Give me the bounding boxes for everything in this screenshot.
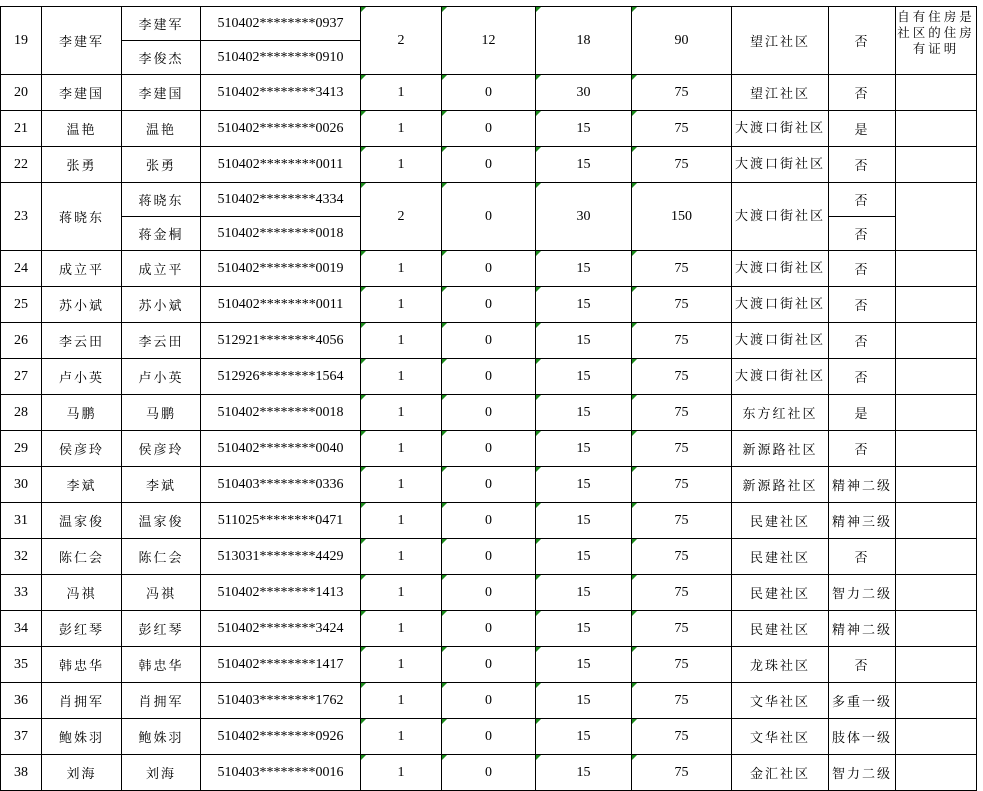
people-count-cell[interactable]: 1 <box>361 467 442 503</box>
note-cell[interactable] <box>896 431 977 467</box>
member-name-cell[interactable]: 侯彦玲 <box>122 431 201 467</box>
value-cell-2[interactable]: 15 <box>536 611 632 647</box>
value-cell-2[interactable]: 15 <box>536 647 632 683</box>
id-number-cell[interactable]: 510402********0018 <box>201 217 361 251</box>
community-cell[interactable]: 文华社区 <box>732 683 829 719</box>
member-name-cell[interactable]: 陈仁会 <box>122 539 201 575</box>
note-cell[interactable] <box>896 287 977 323</box>
disability-cell[interactable]: 精神二级 <box>829 467 896 503</box>
row-number-cell[interactable]: 25 <box>1 287 42 323</box>
member-name-cell[interactable]: 李俊杰 <box>122 41 201 75</box>
community-cell[interactable]: 大渡口街社区 <box>732 287 829 323</box>
applicant-name-cell[interactable]: 李建国 <box>42 75 122 111</box>
table-row <box>1 251 977 287</box>
id-number-cell[interactable]: 510402********1413 <box>201 575 361 611</box>
applicant-name-cell[interactable]: 成立平 <box>42 251 122 287</box>
value-cell-2[interactable]: 15 <box>536 683 632 719</box>
value-cell-3[interactable]: 75 <box>632 395 732 431</box>
row-number-cell[interactable]: 34 <box>1 611 42 647</box>
community-cell[interactable]: 大渡口街社区 <box>732 359 829 395</box>
member-name-cell[interactable]: 张勇 <box>122 147 201 183</box>
id-number-cell[interactable]: 510402********0011 <box>201 287 361 323</box>
table-row <box>1 111 977 147</box>
note-cell[interactable] <box>896 647 977 683</box>
community-cell[interactable]: 东方红社区 <box>732 395 829 431</box>
table-row <box>1 575 977 611</box>
community-cell[interactable]: 文华社区 <box>732 719 829 755</box>
note-cell[interactable] <box>896 611 977 647</box>
disability-cell[interactable]: 否 <box>829 251 896 287</box>
disability-cell[interactable]: 否 <box>829 7 896 75</box>
row-number-cell[interactable]: 33 <box>1 575 42 611</box>
value-cell-3[interactable]: 75 <box>632 287 732 323</box>
people-count-cell[interactable]: 1 <box>361 323 442 359</box>
applicant-name-cell[interactable]: 陈仁会 <box>42 539 122 575</box>
value-cell-1[interactable]: 0 <box>442 539 536 575</box>
row-number-cell[interactable]: 23 <box>1 183 42 251</box>
note-cell[interactable] <box>896 323 977 359</box>
table-row <box>1 467 977 503</box>
people-count-cell[interactable]: 1 <box>361 683 442 719</box>
id-number-cell[interactable]: 512921********4056 <box>201 323 361 359</box>
value-cell-3[interactable]: 75 <box>632 75 732 111</box>
value-cell-2[interactable]: 15 <box>536 111 632 147</box>
sheet-body <box>1 7 977 791</box>
value-cell-1[interactable]: 0 <box>442 147 536 183</box>
value-cell-3[interactable]: 75 <box>632 611 732 647</box>
applicant-name-cell[interactable]: 卢小英 <box>42 359 122 395</box>
id-number-cell[interactable]: 510402********0937 <box>201 7 361 41</box>
value-cell-2[interactable]: 15 <box>536 539 632 575</box>
note-cell[interactable] <box>896 359 977 395</box>
value-cell-2[interactable]: 15 <box>536 251 632 287</box>
disability-cell[interactable]: 精神三级 <box>829 503 896 539</box>
row-number-cell[interactable]: 21 <box>1 111 42 147</box>
people-count-cell[interactable]: 1 <box>361 395 442 431</box>
row-number-cell[interactable]: 31 <box>1 503 42 539</box>
applicant-name-cell[interactable]: 李云田 <box>42 323 122 359</box>
table-row <box>1 611 977 647</box>
value-cell-1[interactable]: 0 <box>442 323 536 359</box>
value-cell-3[interactable]: 75 <box>632 539 732 575</box>
note-cell[interactable] <box>896 111 977 147</box>
value-cell-1[interactable]: 0 <box>442 647 536 683</box>
people-count-cell[interactable]: 1 <box>361 359 442 395</box>
member-name-cell[interactable]: 温艳 <box>122 111 201 147</box>
id-number-cell[interactable]: 511025********0471 <box>201 503 361 539</box>
disability-cell[interactable]: 多重一级 <box>829 683 896 719</box>
id-number-cell[interactable]: 510402********0026 <box>201 111 361 147</box>
id-number-cell[interactable]: 513031********4429 <box>201 539 361 575</box>
applicant-name-cell[interactable]: 彭红琴 <box>42 611 122 647</box>
value-cell-2[interactable]: 15 <box>536 323 632 359</box>
value-cell-2[interactable]: 15 <box>536 431 632 467</box>
community-cell[interactable]: 民建社区 <box>732 611 829 647</box>
value-cell-1[interactable]: 0 <box>442 183 536 251</box>
row-number-cell[interactable]: 24 <box>1 251 42 287</box>
community-cell[interactable]: 大渡口街社区 <box>732 183 829 251</box>
member-name-cell[interactable]: 卢小英 <box>122 359 201 395</box>
value-cell-1[interactable]: 0 <box>442 75 536 111</box>
value-cell-2[interactable]: 15 <box>536 359 632 395</box>
community-cell[interactable]: 新源路社区 <box>732 431 829 467</box>
applicant-name-cell[interactable]: 蒋晓东 <box>42 183 122 251</box>
value-cell-3[interactable]: 75 <box>632 147 732 183</box>
row-number-cell[interactable]: 22 <box>1 147 42 183</box>
people-count-cell[interactable]: 2 <box>361 7 442 75</box>
id-number-cell[interactable]: 510403********1762 <box>201 683 361 719</box>
table-row <box>1 539 977 575</box>
value-cell-1[interactable]: 0 <box>442 359 536 395</box>
id-number-cell[interactable]: 510402********0011 <box>201 147 361 183</box>
member-name-cell[interactable]: 马鹏 <box>122 395 201 431</box>
value-cell-3[interactable]: 75 <box>632 755 732 791</box>
note-cell[interactable] <box>896 683 977 719</box>
applicant-name-cell[interactable]: 张勇 <box>42 147 122 183</box>
disability-cell[interactable]: 否 <box>829 323 896 359</box>
row-number-cell[interactable]: 27 <box>1 359 42 395</box>
note-cell[interactable] <box>896 147 977 183</box>
community-cell[interactable]: 民建社区 <box>732 539 829 575</box>
applicant-name-cell[interactable]: 鲍姝羽 <box>42 719 122 755</box>
note-cell[interactable] <box>896 719 977 755</box>
row-number-cell[interactable]: 29 <box>1 431 42 467</box>
table-row <box>1 683 977 719</box>
value-cell-1[interactable]: 0 <box>442 503 536 539</box>
value-cell-1[interactable]: 0 <box>442 111 536 147</box>
value-cell-1[interactable]: 0 <box>442 431 536 467</box>
id-number-cell[interactable]: 512926********1564 <box>201 359 361 395</box>
people-count-cell[interactable]: 1 <box>361 75 442 111</box>
id-number-cell[interactable]: 510402********0926 <box>201 719 361 755</box>
id-number-cell[interactable]: 510402********1417 <box>201 647 361 683</box>
value-cell-2[interactable]: 18 <box>536 7 632 75</box>
id-number-cell[interactable]: 510402********0019 <box>201 251 361 287</box>
note-cell[interactable] <box>896 395 977 431</box>
people-count-cell[interactable]: 1 <box>361 147 442 183</box>
note-cell[interactable] <box>896 755 977 791</box>
row-number-cell[interactable]: 36 <box>1 683 42 719</box>
row-number-cell[interactable]: 30 <box>1 467 42 503</box>
value-cell-2[interactable]: 15 <box>536 147 632 183</box>
value-cell-3[interactable]: 75 <box>632 323 732 359</box>
note-cell[interactable] <box>896 75 977 111</box>
disability-cell[interactable]: 精神二级 <box>829 611 896 647</box>
value-cell-1[interactable]: 0 <box>442 611 536 647</box>
row-number-cell[interactable]: 20 <box>1 75 42 111</box>
row-number-cell[interactable]: 38 <box>1 755 42 791</box>
value-cell-3[interactable]: 75 <box>632 647 732 683</box>
id-number-cell[interactable]: 510402********3413 <box>201 75 361 111</box>
disability-cell[interactable]: 智力二级 <box>829 575 896 611</box>
table-row <box>1 755 977 791</box>
value-cell-1[interactable]: 0 <box>442 287 536 323</box>
id-number-cell[interactable]: 510402********4334 <box>201 183 361 217</box>
disability-cell[interactable]: 智力二级 <box>829 755 896 791</box>
member-name-cell[interactable]: 冯祺 <box>122 575 201 611</box>
id-number-cell[interactable]: 510403********0336 <box>201 467 361 503</box>
applicant-name-cell[interactable]: 肖拥军 <box>42 683 122 719</box>
people-count-cell[interactable]: 1 <box>361 611 442 647</box>
value-cell-2[interactable]: 15 <box>536 503 632 539</box>
applicant-name-cell[interactable]: 韩忠华 <box>42 647 122 683</box>
member-name-cell[interactable]: 鲍姝羽 <box>122 719 201 755</box>
value-cell-2[interactable]: 15 <box>536 287 632 323</box>
applicant-name-cell[interactable]: 刘海 <box>42 755 122 791</box>
housing-subsidy-sheet <box>0 6 977 791</box>
table-row <box>1 359 977 395</box>
disability-cell[interactable]: 是 <box>829 395 896 431</box>
applicant-name-cell[interactable]: 温家俊 <box>42 503 122 539</box>
table-row <box>1 431 977 467</box>
table-row <box>1 7 977 41</box>
disability-cell[interactable]: 否 <box>829 287 896 323</box>
value-cell-3[interactable]: 75 <box>632 503 732 539</box>
table-row <box>1 183 977 217</box>
disability-cell[interactable]: 否 <box>829 75 896 111</box>
disability-cell[interactable]: 否 <box>829 539 896 575</box>
row-number-cell[interactable]: 35 <box>1 647 42 683</box>
value-cell-2[interactable]: 15 <box>536 575 632 611</box>
row-number-cell[interactable]: 32 <box>1 539 42 575</box>
people-count-cell[interactable]: 1 <box>361 539 442 575</box>
value-cell-3[interactable]: 75 <box>632 683 732 719</box>
member-name-cell[interactable]: 成立平 <box>122 251 201 287</box>
people-count-cell[interactable]: 1 <box>361 503 442 539</box>
people-count-cell[interactable]: 1 <box>361 431 442 467</box>
value-cell-2[interactable]: 30 <box>536 183 632 251</box>
community-cell[interactable]: 民建社区 <box>732 503 829 539</box>
applicant-name-cell[interactable]: 李建军 <box>42 7 122 75</box>
id-number-cell[interactable]: 510403********0016 <box>201 755 361 791</box>
member-name-cell[interactable]: 韩忠华 <box>122 647 201 683</box>
value-cell-3[interactable]: 75 <box>632 431 732 467</box>
note-cell[interactable] <box>896 503 977 539</box>
value-cell-1[interactable]: 0 <box>442 719 536 755</box>
community-cell[interactable]: 大渡口街社区 <box>732 111 829 147</box>
value-cell-2[interactable]: 15 <box>536 395 632 431</box>
applicant-name-cell[interactable]: 侯彦玲 <box>42 431 122 467</box>
table-row <box>1 503 977 539</box>
note-cell[interactable] <box>896 539 977 575</box>
id-number-cell[interactable]: 510402********0018 <box>201 395 361 431</box>
note-cell[interactable]: 自有住房是社区的住房有证明 <box>896 7 977 75</box>
value-cell-3[interactable]: 75 <box>632 251 732 287</box>
community-cell[interactable]: 望江社区 <box>732 7 829 75</box>
community-cell[interactable]: 龙珠社区 <box>732 647 829 683</box>
disability-cell[interactable]: 否 <box>829 147 896 183</box>
community-cell[interactable]: 大渡口街社区 <box>732 147 829 183</box>
value-cell-1[interactable]: 0 <box>442 467 536 503</box>
value-cell-2[interactable]: 30 <box>536 75 632 111</box>
community-cell[interactable]: 望江社区 <box>732 75 829 111</box>
disability-cell[interactable]: 否 <box>829 431 896 467</box>
value-cell-3[interactable]: 90 <box>632 7 732 75</box>
value-cell-1[interactable]: 12 <box>442 7 536 75</box>
member-name-cell[interactable]: 李云田 <box>122 323 201 359</box>
row-number-cell[interactable]: 37 <box>1 719 42 755</box>
applicant-name-cell[interactable]: 冯祺 <box>42 575 122 611</box>
value-cell-3[interactable]: 150 <box>632 183 732 251</box>
table-row <box>1 719 977 755</box>
table-row <box>1 75 977 111</box>
table-row <box>1 323 977 359</box>
member-name-cell[interactable]: 苏小斌 <box>122 287 201 323</box>
people-count-cell[interactable]: 1 <box>361 755 442 791</box>
community-cell[interactable]: 新源路社区 <box>732 467 829 503</box>
value-cell-1[interactable]: 0 <box>442 683 536 719</box>
community-cell[interactable]: 大渡口街社区 <box>732 251 829 287</box>
disability-cell[interactable]: 是 <box>829 111 896 147</box>
value-cell-3[interactable]: 75 <box>632 111 732 147</box>
member-name-cell[interactable]: 温家俊 <box>122 503 201 539</box>
disability-cell[interactable]: 否 <box>829 359 896 395</box>
value-cell-1[interactable]: 0 <box>442 575 536 611</box>
value-cell-2[interactable]: 15 <box>536 755 632 791</box>
value-cell-3[interactable]: 75 <box>632 467 732 503</box>
value-cell-2[interactable]: 15 <box>536 467 632 503</box>
value-cell-1[interactable]: 0 <box>442 395 536 431</box>
value-cell-1[interactable]: 0 <box>442 251 536 287</box>
disability-cell[interactable]: 否 <box>829 647 896 683</box>
id-number-cell[interactable]: 510402********3424 <box>201 611 361 647</box>
people-count-cell[interactable]: 1 <box>361 287 442 323</box>
value-cell-1[interactable]: 0 <box>442 755 536 791</box>
row-number-cell[interactable]: 26 <box>1 323 42 359</box>
id-number-cell[interactable]: 510402********0040 <box>201 431 361 467</box>
row-number-cell[interactable]: 28 <box>1 395 42 431</box>
row-number-cell[interactable]: 19 <box>1 7 42 75</box>
note-cell[interactable] <box>896 575 977 611</box>
disability-cell[interactable]: 否 <box>829 217 896 251</box>
note-cell[interactable] <box>896 251 977 287</box>
id-number-cell[interactable]: 510402********0910 <box>201 41 361 75</box>
table-row <box>1 287 977 323</box>
disability-cell[interactable]: 否 <box>829 183 896 217</box>
note-cell[interactable] <box>896 183 977 251</box>
member-name-cell[interactable]: 李建国 <box>122 75 201 111</box>
community-cell[interactable]: 金汇社区 <box>732 755 829 791</box>
applicant-name-cell[interactable]: 温艳 <box>42 111 122 147</box>
people-count-cell[interactable]: 1 <box>361 251 442 287</box>
member-name-cell[interactable]: 彭红琴 <box>122 611 201 647</box>
community-cell[interactable]: 大渡口街社区 <box>732 323 829 359</box>
value-cell-3[interactable]: 75 <box>632 575 732 611</box>
community-cell[interactable]: 民建社区 <box>732 575 829 611</box>
value-cell-3[interactable]: 75 <box>632 719 732 755</box>
note-cell[interactable] <box>896 467 977 503</box>
member-name-cell[interactable]: 李建军 <box>122 7 201 41</box>
table-row <box>1 647 977 683</box>
applicant-name-cell[interactable]: 李斌 <box>42 467 122 503</box>
applicant-name-cell[interactable]: 苏小斌 <box>42 287 122 323</box>
member-name-cell[interactable]: 蒋晓东 <box>122 183 201 217</box>
member-name-cell[interactable]: 刘海 <box>122 755 201 791</box>
people-count-cell[interactable]: 1 <box>361 575 442 611</box>
people-count-cell[interactable]: 1 <box>361 647 442 683</box>
disability-cell[interactable]: 肢体一级 <box>829 719 896 755</box>
people-count-cell[interactable]: 2 <box>361 183 442 251</box>
table-row <box>1 147 977 183</box>
member-name-cell[interactable]: 李斌 <box>122 467 201 503</box>
member-name-cell[interactable]: 肖拥军 <box>122 683 201 719</box>
member-name-cell[interactable]: 蒋金桐 <box>122 217 201 251</box>
value-cell-2[interactable]: 15 <box>536 719 632 755</box>
table-row <box>1 395 977 431</box>
value-cell-3[interactable]: 75 <box>632 359 732 395</box>
people-count-cell[interactable]: 1 <box>361 719 442 755</box>
people-count-cell[interactable]: 1 <box>361 111 442 147</box>
applicant-name-cell[interactable]: 马鹏 <box>42 395 122 431</box>
